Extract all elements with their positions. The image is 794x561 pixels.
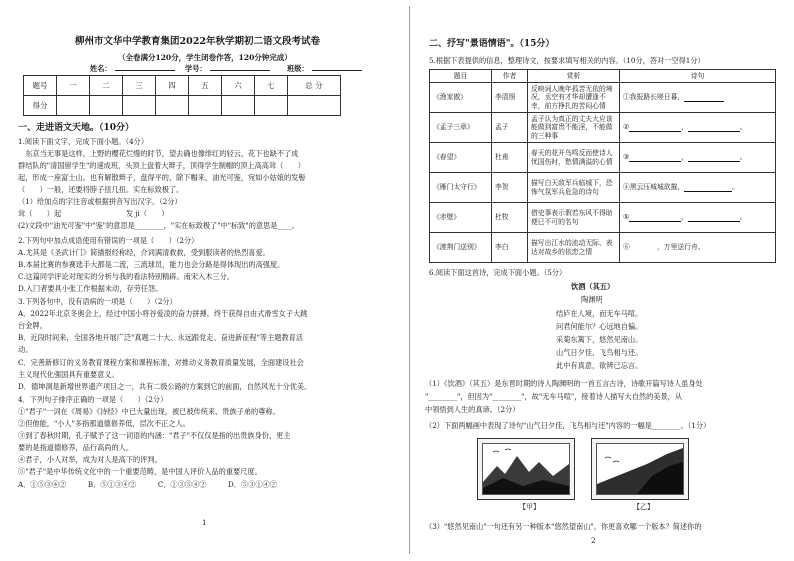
option-line: A．2022年北京冬奥会上，经过中国小将谷爱凌的奋力拼搏，终于获得自由式滑雪女子大跳 bbox=[18, 309, 308, 318]
score-table bbox=[23, 75, 341, 116]
sentence-line: 要的是指道德修养，品行高尚的人。 bbox=[18, 443, 134, 452]
poem-author: 陶渊明 bbox=[581, 295, 603, 304]
table-header: 作者 bbox=[492, 70, 528, 83]
exam-title: 柳州市文华中学教育集团2022年秋学期初二语文段考试卷 bbox=[75, 36, 320, 47]
poem-answer-cell[interactable]: ③ ， 。 bbox=[620, 143, 776, 173]
question-6: 6.阅读下面这首诗，完成下面小题。（5分） bbox=[429, 268, 567, 277]
score-header-cell: 七 bbox=[255, 76, 288, 96]
poem-title-cell: 《赤壁》 bbox=[430, 203, 492, 233]
poem-answer-cell[interactable]: ④黑云压城城欲摧， 。 bbox=[620, 173, 776, 203]
name-blank[interactable] bbox=[115, 70, 175, 71]
score-header-cell: 题号 bbox=[24, 76, 57, 96]
exam-subtitle: （全卷满分120分，学生闭卷作答，120分钟完成） bbox=[118, 53, 292, 62]
question-3: 3.下列各句中，没有语病的一项是（ ）（2分） bbox=[18, 297, 177, 306]
sentence-line: ④君子，小人对举，成为对人是高下的评判。 bbox=[18, 455, 162, 464]
score-header-cell: 四 bbox=[156, 76, 189, 96]
text-line: 东京当无事是这样，上野的樱花烂熳的时节，望去确也像绯红的轻云，花下也缺不了成 bbox=[18, 149, 299, 158]
text-line: (2)文段中"油光可鉴"中"鉴"的意思是________，"实在标致极了"中"标致"的意思是____。 bbox=[18, 221, 300, 230]
question-5: 5.根据下表提供的信息，整理诗文，按要求填写相关的内容。（10分，答对一空得1分） bbox=[429, 56, 705, 65]
id-blank[interactable] bbox=[210, 70, 270, 71]
text-line: 1.阅读下面文字，完成下面小题。（4分） bbox=[18, 137, 149, 146]
score-cell[interactable] bbox=[156, 96, 189, 116]
sentence-line: ②但他能，"小人"多指那道德修养低，层次不正之人。 bbox=[18, 419, 190, 428]
poem-line-text: ④黑云压城城欲摧， bbox=[623, 183, 685, 192]
score-cell[interactable] bbox=[222, 96, 255, 116]
poem-title-cell: 《渡荆门送别》 bbox=[430, 233, 492, 263]
analysis-cell: 借史事表示假若东风不得助便已不可的名句 bbox=[528, 203, 620, 233]
page-fold-divider bbox=[409, 6, 410, 554]
poem-title-cell: 《渔家傲》 bbox=[430, 83, 492, 113]
analysis-cell: 孟子认为真正的丈夫大应该能做到富贵不能淫，不能做的三种事 bbox=[528, 113, 620, 143]
poem-title-cell: 《孟子三章》 bbox=[430, 113, 492, 143]
section-1-title: 一、走进语文天地。（10分） bbox=[18, 123, 135, 133]
class-label: 班级： bbox=[287, 64, 309, 73]
text-line: 耸（ ）起 发 ji（ ） bbox=[18, 209, 169, 218]
option-line: C.这篇同学评论对现实的分析与我的看法特别精辟。南宋入木三分。 bbox=[18, 272, 234, 281]
table-header: 诗句 bbox=[620, 70, 776, 83]
poem-line-text: ⑥ ，万里送行舟。 bbox=[623, 243, 705, 252]
score-cell[interactable] bbox=[255, 96, 288, 116]
analysis-cell: 描写白天敌军兵临城下，恐怖气氛军兵危急的诗句 bbox=[528, 173, 620, 203]
option-line: D.入门者要具小张工作根据未动，存劳任怨。 bbox=[18, 284, 163, 293]
score-cell[interactable] bbox=[288, 96, 341, 116]
sentence-line: ③到了春秋时期，孔子赋予了这一词语的内涵："君子"不仅仅是指的出贵族身份，更主 bbox=[18, 431, 291, 440]
mountain-landscape-image bbox=[483, 444, 569, 494]
table-row bbox=[430, 203, 776, 233]
painting-a bbox=[477, 438, 575, 500]
table-row bbox=[430, 83, 776, 113]
option-line: C．完善新修订的义务教育课程方案和课程标准，对推动义务教育质量发展，全面建设社会 bbox=[18, 358, 304, 367]
section-2-title: 二、抒写"景语情语"。（15分） bbox=[429, 39, 555, 49]
question-6-1-cont: 中领悟到人生的真谛。（2分） bbox=[425, 405, 520, 414]
option-line: D．德坤洞是新增世界遗产项目之一，共有二级公路的方案到它的前面，自然风光十分优美。 bbox=[18, 382, 312, 391]
analysis-cell: 反映词人晚年孤苦无依的境况，丞空有才华却遭逢不幸，前方挣扎的苦闷心情 bbox=[528, 83, 620, 113]
painting-b bbox=[591, 438, 689, 500]
mountain-landscape-image bbox=[597, 444, 683, 494]
author-cell: 李白 bbox=[492, 233, 528, 263]
analysis-cell: 春天的花开鸟鸣反而使诗人忧国伤时，愁情满溢的心情 bbox=[528, 143, 620, 173]
poem-title: 饮酒（其五） bbox=[571, 282, 615, 291]
question-6-1: （1）《饮酒》（其五）是东晋时期的诗人陶渊明的一首五言古诗，诗歌开篇写诗人虽身处 bbox=[425, 379, 703, 388]
poem-answer-cell[interactable] bbox=[620, 233, 776, 263]
score-header-cell: 总 分 bbox=[288, 76, 341, 96]
option-line: 主义现代化强国具有重要意义。 bbox=[18, 370, 119, 379]
sentence-line: ①"君子"一词在《周易》《诗经》中已大量出现，被已被传统来、贵族子弟的尊称。 bbox=[18, 407, 280, 416]
poem-answer-cell[interactable]: ⑤ ， 。 bbox=[620, 203, 776, 233]
option-line: 动。 bbox=[18, 345, 33, 354]
option-line: 台金牌。 bbox=[18, 321, 47, 330]
poem-table bbox=[429, 69, 776, 263]
table-row bbox=[430, 233, 776, 263]
question-6-2: （2）下面两幅画中表现了诗句"山气日夕佳，飞鸟相与还"内容的一幅是________。（1分） bbox=[425, 421, 711, 430]
poem-line-text: ② bbox=[623, 123, 630, 132]
analysis-cell: 描写出江水的流动无际、表达对故乡的依恋之情 bbox=[528, 233, 620, 263]
table-header: 赏析 bbox=[528, 70, 620, 83]
score-header-cell: 五 bbox=[189, 76, 222, 96]
score-cell[interactable] bbox=[57, 96, 90, 116]
score-header-cell: 三 bbox=[123, 76, 156, 96]
text-line: （1）给加点的字注音或根据拼音写出汉字。（2分） bbox=[18, 197, 182, 206]
poem-title-cell: 《雁门太守行》 bbox=[430, 173, 492, 203]
question-6-1-cont: "________"，但因为"________"，故"无车马喧"，接着诗人描写大自然的美景，从 bbox=[425, 392, 683, 401]
poem-line-text: ⑤ bbox=[623, 213, 630, 222]
poem-line-text: ③ bbox=[623, 153, 630, 162]
question-2: 2.下列句中加点成语使用有错误的一项是（ ）（2分） bbox=[18, 236, 199, 245]
option-line: B.本届比赛的参赛选手大都是二流，三流球员，能力也会分路是得体现出的高强度。 bbox=[18, 260, 285, 269]
poem-answer-cell[interactable]: ② ， 。 bbox=[620, 113, 776, 143]
score-header-cell: 二 bbox=[90, 76, 123, 96]
poem-line: 问君何能尔？心远地自偏。 bbox=[556, 322, 643, 331]
score-cell[interactable] bbox=[189, 96, 222, 116]
score-row-label: 得分 bbox=[24, 96, 57, 116]
poem-answer-cell[interactable] bbox=[620, 83, 776, 113]
poem-line: 山气日夕佳，飞鸟相与还。 bbox=[556, 348, 643, 357]
page-number: 1 bbox=[202, 518, 207, 527]
question-4: 4．下列句子排序正确的一项是（ ）（2分） bbox=[18, 395, 168, 404]
option-line: A.尤其是《圣武计门》简描报经称经，介词满清救救，受到服读者的热烈喜爱。 bbox=[18, 248, 270, 257]
name-label: 姓名： bbox=[90, 64, 112, 73]
sentence-line: ⑤"君子"是中华传统文化中的一个重要范畴，是中国人评价人品的重要尺度。 bbox=[18, 467, 262, 476]
score-cell[interactable] bbox=[90, 96, 123, 116]
author-cell: 孟子 bbox=[492, 113, 528, 143]
table-row bbox=[430, 173, 776, 203]
question-6-3: （3）"悠然见南山"一句还有另一种版本"悠然望南山"，你更喜欢哪一个版本？简述你的 bbox=[425, 522, 702, 531]
table-row bbox=[430, 143, 776, 173]
table-header: 题目 bbox=[430, 70, 492, 83]
class-blank[interactable] bbox=[312, 70, 362, 71]
author-cell: 杜牧 bbox=[492, 203, 528, 233]
text-line: （ ）一般，还要将脖子扭几扭。实在标致极了。 bbox=[18, 185, 184, 194]
poem-line: 结庐在人境，而无车马喧。 bbox=[556, 309, 643, 318]
score-header-cell: 六 bbox=[222, 76, 255, 96]
score-header-cell: 一 bbox=[57, 76, 90, 96]
painting-b-label: 【乙】 bbox=[633, 503, 654, 511]
text-line: 群结队的"清国留学生"的速成班，头顶上盘着大辫子，顶得学生制帽的顶上高高耸（ ） bbox=[18, 161, 305, 170]
poem-line-text: ①我报路长嗟日暮， bbox=[623, 93, 685, 102]
poem-title-cell: 《春望》 bbox=[430, 143, 492, 173]
id-label: 学号： bbox=[185, 64, 207, 73]
painting-a-label: 【甲】 bbox=[519, 503, 540, 511]
author-cell: 李贺 bbox=[492, 173, 528, 203]
text-line: 起，形成一座富士山。也有解散辫子，盘得平的，除下帽来，油光可鉴，宛如小姑娘的发髻 bbox=[18, 173, 306, 182]
answer-options: A．①⑤③④② B．⑤①③④② C．①③⑤④② D．⑤③①④② bbox=[18, 480, 277, 489]
poem-line: 采菊东篱下，悠然见南山。 bbox=[556, 335, 643, 344]
option-line: B．近段时间来，全国各地开展广泛"真题二十大、永远跟党走、奋进新征程"等主题教育活 bbox=[18, 333, 304, 342]
author-cell: 杜甫 bbox=[492, 143, 528, 173]
page-number: 2 bbox=[591, 536, 596, 545]
poem-line: 此中有真意，欲辨已忘言。 bbox=[556, 361, 643, 370]
author-cell: 李清照 bbox=[492, 83, 528, 113]
score-cell[interactable] bbox=[123, 96, 156, 116]
table-row bbox=[430, 113, 776, 143]
